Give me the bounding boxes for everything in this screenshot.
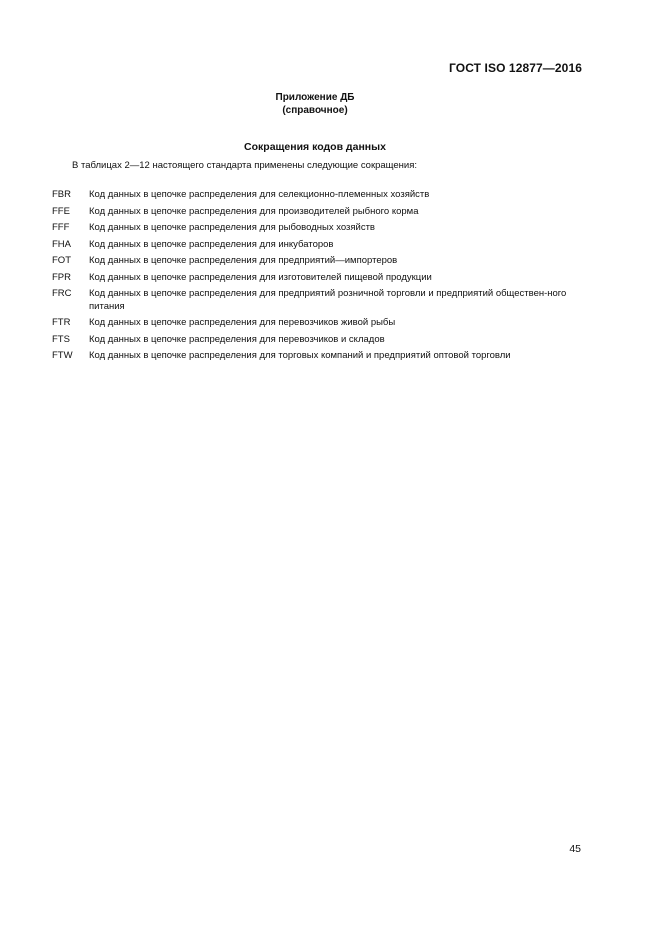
standard-designation: ГОСТ ISO 12877—2016: [449, 61, 582, 75]
abbreviation-item: [52, 334, 592, 347]
abbreviation-item: [52, 222, 592, 235]
abbreviation-code: FPR: [52, 271, 71, 283]
page-number: 45: [569, 843, 581, 855]
abbreviation-description: Код данных в цепочке распределения для предприятий розничной торговли и предприятий обществен-ного питания: [89, 288, 567, 312]
annex-heading: [0, 91, 630, 117]
abbreviation-description: Код данных в цепочке распределения для торговых компаний и предприятий оптовой торговли: [89, 350, 511, 361]
abbreviation-code: FOT: [52, 255, 71, 266]
abbreviation-list: [52, 189, 592, 367]
abbreviation-description: Код данных в цепочке распределения для инкубаторов: [89, 238, 334, 250]
abbreviation-code: FBR: [52, 189, 71, 200]
annex-subtitle: (справочное): [282, 105, 348, 116]
abbreviation-description: Код данных в цепочке распределения для перевозчиков живой рыбы: [89, 317, 396, 328]
section-title: Сокращения кодов данных: [244, 141, 386, 153]
abbreviation-description: Код данных в цепочке распределения для перевозчиков и складов: [89, 333, 385, 345]
abbreviation-item: [52, 255, 592, 268]
abbreviation-item: [52, 239, 592, 252]
abbreviation-code: FRC: [52, 288, 72, 299]
abbreviation-code: FTR: [52, 317, 71, 328]
abbreviation-description: Код данных в цепочке распределения для производителей рыбного корма: [89, 205, 419, 217]
abbreviation-code: FHA: [52, 238, 71, 250]
abbreviation-item: [52, 189, 592, 202]
abbreviation-code: FTW: [52, 350, 73, 361]
abbreviation-description: Код данных в цепочке распределения для рыбоводных хозяйств: [89, 222, 375, 233]
abbreviation-description: Код данных в цепочке распределения для предприятий—импортеров: [89, 255, 398, 266]
section-intro: В таблицах 2—12 настоящего стандарта применены следующие сокращения:: [72, 160, 418, 171]
abbreviation-item: [52, 272, 592, 285]
abbreviation-item: [52, 350, 592, 363]
abbreviation-item: [52, 288, 592, 313]
abbreviation-code: FFF: [52, 222, 70, 233]
abbreviation-code: FTS: [52, 333, 70, 345]
annex-title: Приложение ДБ: [275, 92, 355, 103]
abbreviation-item: [52, 317, 592, 330]
abbreviation-item: [52, 206, 592, 219]
abbreviation-description: Код данных в цепочке распределения для изготовителей пищевой продукции: [89, 271, 432, 283]
abbreviation-code: FFE: [52, 205, 70, 217]
abbreviation-description: Код данных в цепочке распределения для селекционно-племенных хозяйств: [89, 189, 430, 200]
